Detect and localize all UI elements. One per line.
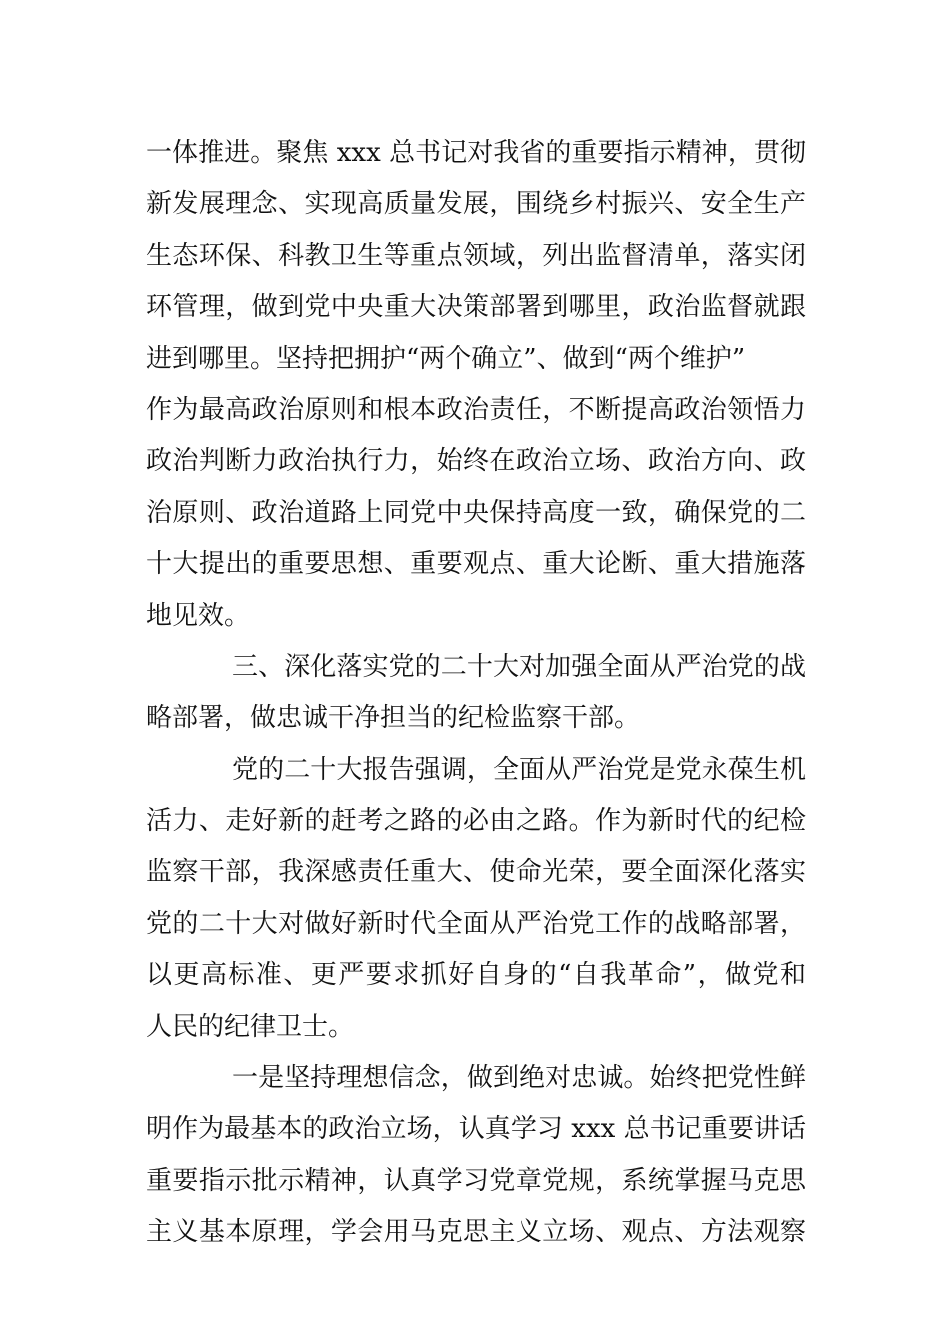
text-line: 党的二十大对做好新时代全面从严治党工作的战略部署， — [146, 908, 806, 939]
text-line: 环管理，做到党中央重大决策部署到哪里，政治监督就跟 — [146, 292, 806, 323]
text-line: 以更高标准、更严要求抓好自身的“自我革命”，做党和 — [146, 960, 806, 991]
text-line: 一是坚持理想信念，做到绝对忠诚。始终把党性鲜 — [232, 1063, 806, 1094]
text-line: 地见效。 — [146, 600, 251, 631]
section-heading-3 — [146, 642, 806, 745]
text-line: 主义基本原理，学会用马克思主义立场、观点、方法观察 — [146, 1217, 806, 1248]
text-line: 政治判断力政治执行力，始终在政治立场、政治方向、政 — [146, 446, 806, 477]
paragraph-1 — [146, 128, 806, 642]
document-body — [146, 128, 806, 1259]
text-line: 生态环保、科教卫生等重点领域，列出监督清单，落实闭 — [146, 240, 806, 271]
text-line: 一体推进。聚焦 xxx 总书记对我省的重要指示精神，贯彻 — [146, 138, 806, 168]
text-line: 重要指示批示精神，认真学习党章党规，系统掌握马克思 — [146, 1165, 806, 1196]
text-line: 新发展理念、实现高质量发展，围绕乡村振兴、安全生产 — [146, 189, 806, 220]
paragraph-3 — [146, 745, 806, 1053]
text-line: 活力、走好新的赶考之路的必由之路。作为新时代的纪检 — [146, 806, 806, 837]
paragraph-4 — [146, 1053, 806, 1259]
text-line: 人民的纪律卫士。 — [146, 1011, 355, 1042]
text-line: 略部署，做忠诚干净担当的纪检监察干部。 — [146, 703, 641, 734]
text-line: 作为最高政治原则和根本政治责任，不断提高政治领悟力 — [146, 394, 806, 425]
text-line: 三、深化落实党的二十大对加强全面从严治党的战 — [232, 651, 806, 682]
text-line: 进到哪里。坚持把拥护“两个确立”、做到“两个维护” — [146, 343, 746, 374]
text-line: 治原则、政治道路上同党中央保持高度一致，确保党的二 — [146, 497, 806, 528]
text-line: 监察干部，我深感责任重大、使命光荣，要全面深化落实 — [146, 857, 806, 888]
text-line: 明作为最基本的政治立场，认真学习 xxx 总书记重要讲话 — [146, 1114, 806, 1145]
text-line: 十大提出的重要思想、重要观点、重大论断、重大措施落 — [146, 549, 806, 580]
text-line: 党的二十大报告强调，全面从严治党是党永葆生机 — [232, 754, 806, 785]
